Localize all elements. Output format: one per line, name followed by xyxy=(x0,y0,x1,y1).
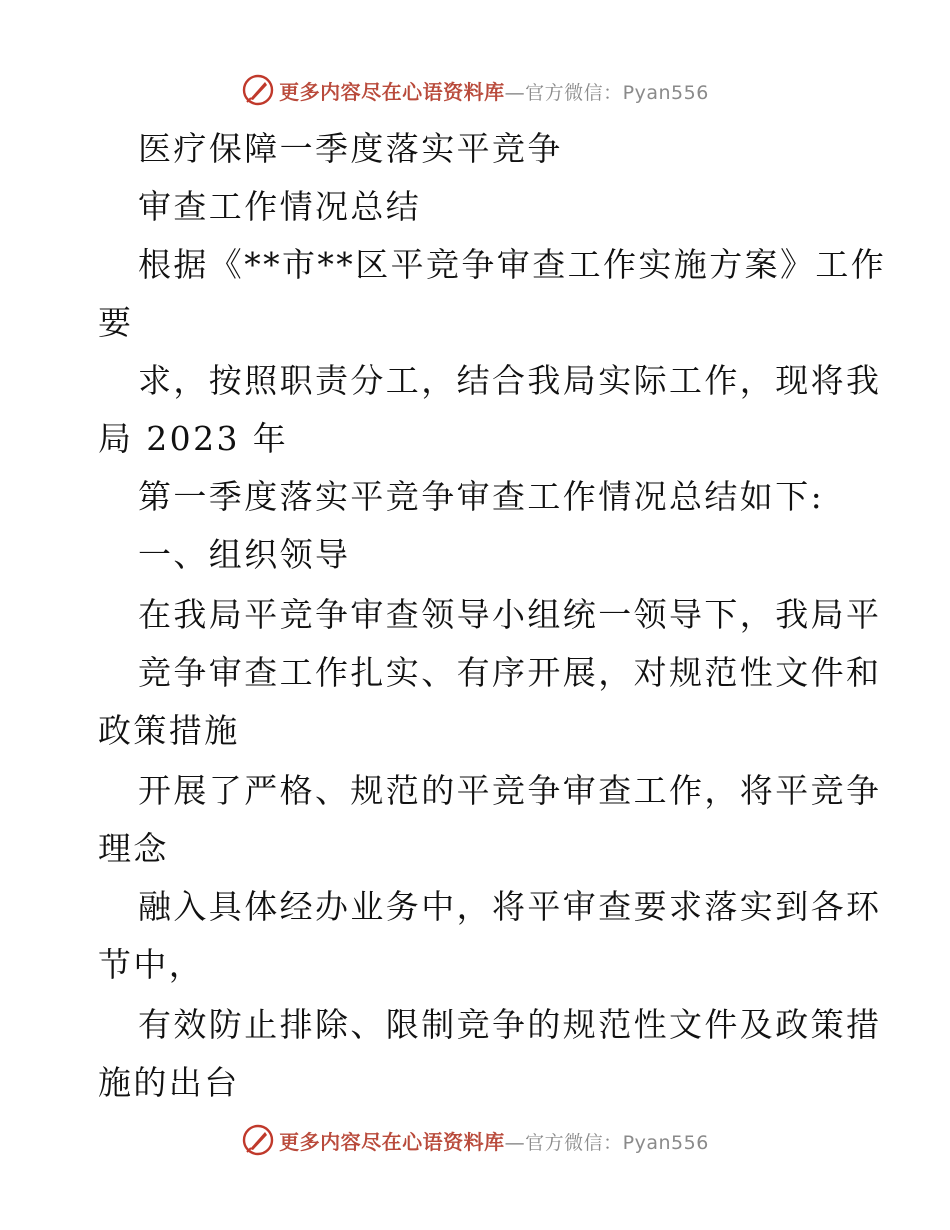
feather-pen-icon xyxy=(241,73,275,107)
paragraph-line: 节中， xyxy=(98,945,205,984)
watermark-separator: — xyxy=(504,1129,526,1154)
paragraph-line: 开展了严格、规范的平竞争审查工作，将平竞争 xyxy=(138,771,882,810)
watermark-separator: — xyxy=(504,79,526,104)
watermark-brand: 更多内容尽在心语资料库 xyxy=(279,1129,505,1154)
paragraph-line: 竞争审查工作扎实、有序开展，对规范性文件和 xyxy=(138,653,882,692)
paragraph-line: 施的出台 xyxy=(98,1063,240,1102)
paragraph-line: 求，按照职责分工，结合我局实际工作，现将我 xyxy=(138,361,882,400)
watermark-account: 官方微信：Pyan556 xyxy=(525,81,709,104)
title-line-1: 医疗保障一季度落实平竞争 xyxy=(138,129,563,168)
feather-pen-icon xyxy=(241,1123,275,1157)
header-watermark-banner xyxy=(0,70,950,110)
watermark-account: 官方微信：Pyan556 xyxy=(525,1131,709,1154)
paragraph-line: 根据《**市**区平竞争审查工作实施方案》工作 xyxy=(138,245,887,284)
section-heading: 一、组织领导 xyxy=(138,535,351,574)
title-line-2: 审查工作情况总结 xyxy=(138,187,422,226)
watermark-text xyxy=(279,1126,709,1155)
paragraph-line: 理念 xyxy=(98,829,169,868)
footer-watermark-banner xyxy=(0,1120,950,1160)
paragraph-line: 政策措施 xyxy=(98,711,240,750)
paragraph-line: 局 2023 年 xyxy=(98,419,289,458)
paragraph-line: 在我局平竞争审查领导小组统一领导下，我局平 xyxy=(138,595,882,634)
watermark-brand: 更多内容尽在心语资料库 xyxy=(279,79,505,104)
paragraph-line: 第一季度落实平竞争审查工作情况总结如下: xyxy=(138,477,825,516)
paragraph-line: 融入具体经办业务中，将平审查要求落实到各环 xyxy=(138,887,882,926)
paragraph-line: 有效防止排除、限制竞争的规范性文件及政策措 xyxy=(138,1005,882,1044)
watermark-text xyxy=(279,76,709,105)
paragraph-line: 要 xyxy=(98,303,134,342)
